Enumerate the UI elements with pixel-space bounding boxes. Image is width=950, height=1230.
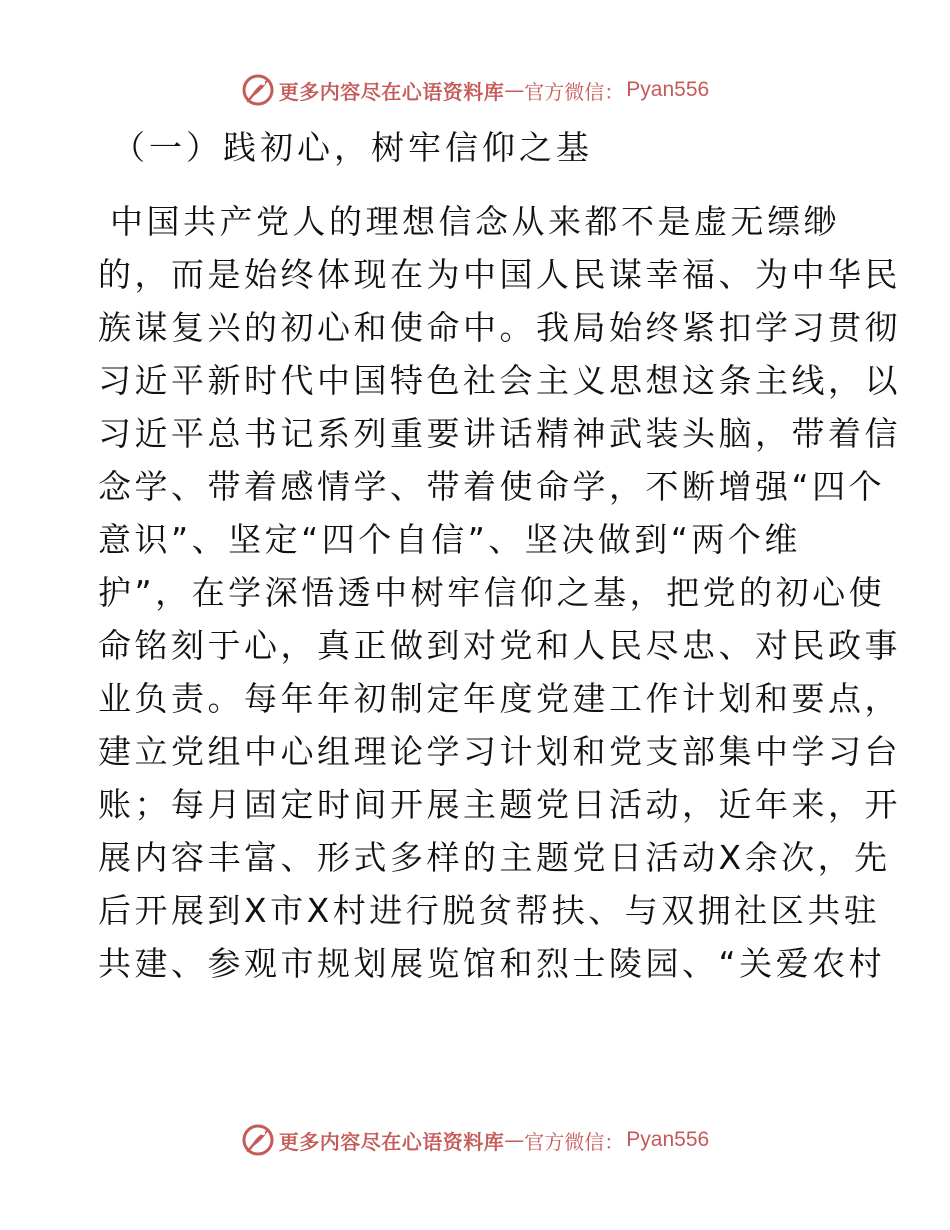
body-paragraph xyxy=(98,200,901,995)
paragraph-line: 的，而是始终体现在为中国人民谋幸福、为中华民 xyxy=(98,255,901,294)
paragraph-line: 账；每月固定时间开展主题党日活动，近年来，开 xyxy=(98,785,901,824)
watermark-wechat-account: Pyan556 xyxy=(626,1128,710,1151)
paragraph-line: 护”，在学深悟透中树牢信仰之基，把党的初心使 xyxy=(98,573,886,612)
paragraph-line: 展内容丰富、形式多样的主题党日活动X余次，先 xyxy=(98,838,891,877)
section-heading: （一）践初心，树牢信仰之基 xyxy=(112,128,593,167)
paragraph-line: 意识”、坚定“四个自信”、坚决做到“两个维 xyxy=(98,520,801,559)
paragraph-line: 族谋复兴的初心和使命中。我局始终紧扣学习贯彻 xyxy=(98,308,901,347)
paragraph-line: 习近平新时代中国特色社会主义思想这条主线，以 xyxy=(98,361,901,400)
paragraph-line: 命铭刻于心，真正做到对党和人民尽忠、对民政事 xyxy=(98,626,901,665)
paragraph-line: 中国共产党人的理想信念从来都不是虚无缥缈 xyxy=(110,202,840,241)
paragraph-line: 习近平总书记系列重要讲话精神武装头脑，带着信 xyxy=(98,414,901,453)
header-watermark xyxy=(0,70,950,110)
watermark-wechat-label: 官方微信： xyxy=(524,79,625,104)
quill-pen-logo-icon xyxy=(241,1123,275,1157)
paragraph-line: 后开展到X市X村进行脱贫帮扶、与双拥社区共驻 xyxy=(98,891,881,930)
watermark-site-text: 更多内容尽在心语资料库 xyxy=(278,1129,505,1154)
paragraph-line: 念学、带着感情学、带着使命学，不断增强“四个 xyxy=(98,467,886,506)
watermark-wechat-account: Pyan556 xyxy=(626,78,710,101)
paragraph-line: 共建、参观市规划展览馆和烈士陵园、“关爱农村 xyxy=(98,944,886,983)
watermark-wechat-label: 官方微信： xyxy=(524,1129,625,1154)
paragraph-line: 业负责。每年年初制定年度党建工作计划和要点， xyxy=(98,679,901,718)
footer-watermark xyxy=(0,1120,950,1160)
watermark-site-text: 更多内容尽在心语资料库 xyxy=(278,79,505,104)
quill-pen-logo-icon xyxy=(241,73,275,107)
paragraph-line: 建立党组中心组理论学习计划和党支部集中学习台 xyxy=(98,732,901,771)
watermark-separator: — xyxy=(504,78,525,102)
watermark-separator: — xyxy=(504,1128,525,1152)
